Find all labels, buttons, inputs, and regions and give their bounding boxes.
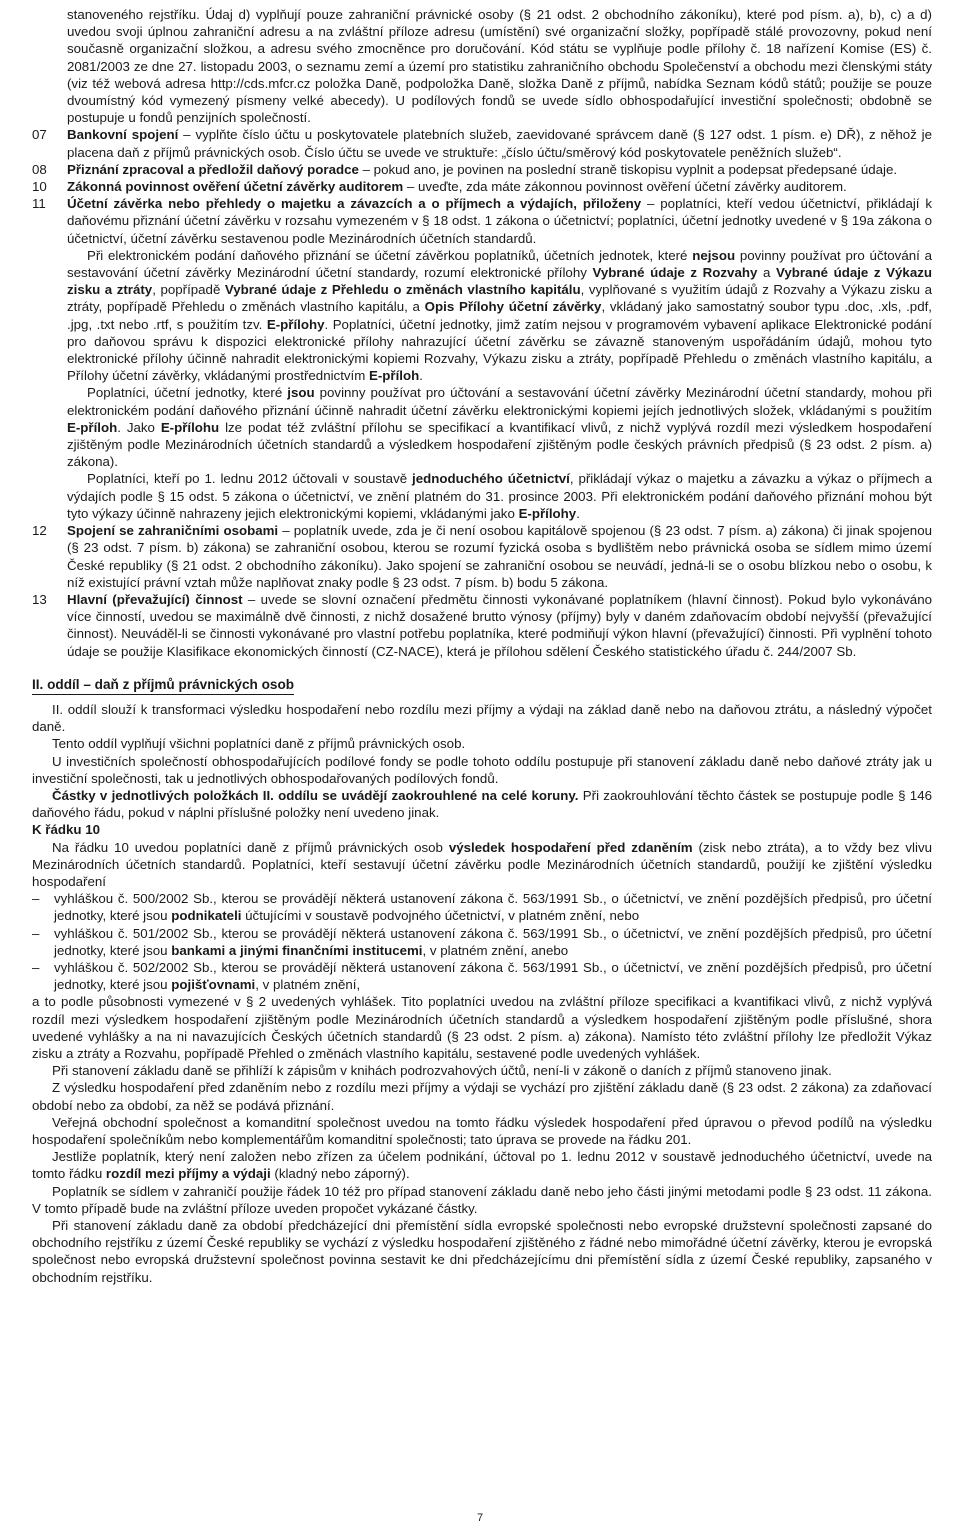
section-paragraph: Tento oddíl vyplňují všichni poplatníci daně z příjmů právnických osob.	[52, 736, 466, 752]
item-13	[32, 591, 932, 660]
item-08	[32, 161, 932, 178]
document-page	[32, 6, 932, 1286]
item-number: 13	[32, 591, 47, 607]
row10-paragraph: Při stanovení základu daně za období předcházející dni přemístění sídla evropské společnosti nebo evropské družstevní společnosti zapsané do obchodního rejstříku z území České republiky se vychází z výsledku hospodaření zjištěného z řádné nebo mimořádné účetní závěrky, kterou je evropská společnost nebo evropská družstevní společnost povinna sestavit ke dni předcházejícímu dni přemístění sídla z území České republiky, zapsaného v obchodním rejstříku.	[32, 1218, 932, 1285]
section-ii	[32, 668, 932, 1286]
item-number: 07	[32, 127, 47, 143]
section-paragraph: U investičních společností obhospodařujících podílové fondy se podle tohoto oddílu postupuje při stanovení základu daně nebo daňové ztráty jak u investiční společnosti, tak u jednotlivých obhospodařovaných podílových fondů.	[32, 753, 932, 786]
item-title: Účetní závěrka nebo přehledy o majetku a závazcích a o příjmech a výdajích, přiloženy	[67, 196, 642, 212]
row10-paragraph: Na řádku 10 uvedou poplatníci daně z příjmů právnických osob výsledek hospodaření před zdaněním (zisk nebo ztráta), a to vždy bez vlivu Mezinárodních účetních standardů. Poplatníci, kteří sestavují účetní závěrku podle Mezinárodních účetních standardů, použijí ke zjištění výsledku hospodaření	[32, 839, 932, 889]
item-10	[32, 178, 932, 195]
item-text: – pokud ano, je povinen na poslední straně tiskopisu vyplnit a podepsat předepsané údaje.	[358, 161, 898, 177]
item-title: Spojení se zahraničními osobami	[67, 523, 279, 539]
item-text: – poplatník uvede, zda je či není osobou kapitálově spojenou (§ 23 odst. 7 písm. a) zákona) či jinak spojenou (§ 23 odst. 7 písm. b) zákona) se zahraniční osobou, kterou se rozumí fyzická osoba s bydlištěm nebo právnická osoba se sídlem mimo území České republiky (§ 21 odst. 2 obchodního zákoníku). Jako spojení se zahraniční osobou se neuvádí, jedná-li se o osobu blízkou nebo o osobu, k níž existující právní vztah může naplňovat znaky podle § 23 odst. 7 písm. b) bodu 5 zákona.	[67, 523, 932, 590]
item-11	[32, 195, 932, 247]
item-number: 10	[32, 179, 47, 195]
list-item: – vyhláškou č. 500/2002 Sb., kterou se provádějí některá ustanovení zákona č. 563/1991 Sb., o účetnictví, ve znění pozdějších předpisů, pro účetní jednotky, které jsou podnikateli účtujícími v soustavě podvojného účetnictví, v platném znění, nebo	[32, 891, 932, 924]
row10-paragraph: Veřejná obchodní společnost a komanditní společnost uvedou na tomto řádku výsledek hospodaření před úpravou o převod podílů na výsledku hospodaření společníkům nebo komplementářům komanditní společnosti; tato úprava se provede na řádku 201.	[32, 1114, 932, 1147]
item-text: – poplatníci, kteří vedou účetnictví, přikládají k daňovému přiznání účetní závěrku v rozsahu vymezeném v § 18 odst. 1 zákona o účetnictví; poplatníci, účetní jednotky uvedené v § 19a zákona o účetnictví, účetní závěrku sestavenou podle Mezinárodních účetních standardů.	[67, 196, 932, 246]
intro-continuation: stanoveného rejstříku. Údaj d) vyplňují pouze zahraniční právnické osoby (§ 21 odst. 2 obchodního zákoníku), které pod písm. a), b), c) a d) uvedou svoji úplnou zahraniční adresu a na zvláštní příloze adresu (umístění) své organizační složky, popřípadě stálé provozovny, pokud není současně organizační složkou, a adresu svého zmocněnce pro doručování. Kód státu se vyplňuje podle přílohy č. 18 nařízení Komise (ES) č. 2081/2003 ze dne 27. listopadu 2003, o seznamu zemí a území pro statistiku zahraničního obchodu Společenství a obchodu mezi členskými státy (viz též webová adresa http://cds.mfcr.cz položka Daně, podpoložka Daně, složka Daně z příjmů, nabídka Seznam kódů států; použije se pouze dvoumístný kód vymezený písmeny velké abecedy). U podílových fondů se uvede sídlo obhospodařující investiční společnosti; obdobně se postupuje u fondů penzijních společností.	[67, 7, 932, 126]
item-number: 11	[32, 196, 46, 212]
section-heading: II. oddíl – daň z příjmů právnických osob	[32, 676, 294, 695]
item-number: 12	[32, 523, 47, 539]
row-heading: K řádku 10	[32, 822, 100, 838]
item-title: Hlavní (převažující) činnost	[67, 591, 243, 607]
item-text: – uvede se slovní označení předmětu činnosti vykonávané poplatníkem (hlavní činnost). Pokud bylo vykonáváno více činností, uvedou se maximálně dvě činnosti, z nichž dosažené brutto výnosy (příjmy) byly v daném zdaňovacím období nejvyšší (převažující činnost). Neuváděl-li se činnosti vykonávané pro vlastní potřebu poplatníka, které podmiňují výkon hlavní (převažující) činnosti. Při vyplnění tohoto údaje se použije Klasifikace ekonomických činností (CZ-NACE), která je přílohou sdělení Českého statistického úřadu č. 244/2007 Sb.	[67, 591, 932, 659]
numbered-items	[32, 126, 932, 659]
row10-paragraph: Jestliže poplatník, který není založen nebo zřízen za účelem podnikání, účtoval po 1. lednu 2012 v soustavě jednoduchého účetnictví, uvede na tomto řádku rozdíl mezi příjmy a výdaji (kladný nebo záporný).	[32, 1149, 932, 1182]
item-11-paragraph-2: Poplatníci, účetní jednotky, které jsou povinny používat pro účtování a sestavování účetní závěrky Mezinárodní účetní standardy, mohou při elektronickém podání daňového přiznání účinně nahradit účetní závěrku elektronickými kopiemi jejích jednotlivých složek, vkládanými s použitím E-příloh. Jako E-přílohu lze podat též zvláštní přílohu se specifikací a kvantifikací vlivů, z nichž vyplývá rozdíl mezi výsledkem hospodaření zjištěným podle Mezinárodních účetních standardů a výsledkem hospodaření zjištěným podle českých právních předpisů (§ 23 odst. 2 písm. a) zákona).	[67, 385, 932, 470]
item-07	[32, 126, 932, 160]
item-title: Bankovní spojení	[67, 127, 179, 143]
item-11-paragraph-1: Při elektronickém podání daňového přiznání se účetní závěrkou poplatníků, účetních jednotek, které nejsou povinny používat pro účtování a sestavování účetní závěrky Mezinárodní účetní standardy, rozumí elektronické přílohy Vybrané údaje z Rozvahy a Vybrané údaje z Výkazu zisku a ztráty, popřípadě Vybrané údaje z Přehledu o změnách vlastního kapitálu, vyplňované s využitím údajů z Rozvahy a Výkazu zisku a ztráty, popřípadě Přehledu o změnách vlastního kapitálu, a Opis Přílohy účetní závěrky, vkládaný jako samostatný soubor typu .doc, .xls, .pdf, .jpg, .txt nebo .rtf, s použitím tzv. E-přílohy. Poplatníci, účetní jednotky, jimž zatím nejsou v programovém vybavení aplikace Elektronické podání pro daňovou správu k dispozici elektronické přílohy nahrazující účetní závěrku se závazně stanoveným uspořádáním údajů, mohou tyto elektronické přílohy účinně nahradit elektronickými kopiemi Rozvahy, Výkazu zisku a ztráty, popřípadě Přehledu o změnách vlastního kapitálu, a Přílohy účetní závěrky, vkládanými prostřednictvím E-příloh.	[67, 247, 932, 384]
row10-paragraph: Z výsledku hospodaření před zdaněním nebo z rozdílu mezi příjmy a výdaji se vychází pro zjištění základu daně (§ 23 odst. 2 zákona) za zdaňovací období nebo za období, za něž se podává přiznání.	[32, 1080, 932, 1113]
item-text: – uveďte, zda máte zákonnou povinnost ověření účetní závěrky auditorem.	[403, 179, 847, 195]
row10-paragraph: Při stanovení základu daně se přihlíží k zápisům v knihách podrozvahových účtů, není-li v zákoně o daních z příjmů stanoveno jinak.	[52, 1063, 832, 1079]
item-title: Zákonná povinnost ověření účetní závěrky auditorem	[67, 179, 404, 195]
row10-paragraph: a to podle působnosti vymezené v § 2 uvedených vyhlášek. Tito poplatníci uvedou na zvláštní příloze specifikaci a kvantifikaci vlivů, z nichž vyplývá rozdíl mezi výsledkem hospodaření zjištěným podle Mezinárodních účetních standardů a výsledkem hospodaření zjištěným podle příslušné, shora uvedené vyhlášky a na ni navazujících Českých účetních standardů (§ 23 odst. 2 písm. a) zákona). Namísto této zvláštní přílohy lze předložit Výkaz zisku a ztráty a Rozvahu, popřípadě Přehled o změnách vlastního kapitálu, sestavené podle uvedených vyhlášek.	[32, 994, 932, 1061]
page-number: 7	[476, 1512, 484, 1524]
item-number: 08	[32, 161, 47, 177]
row10-paragraph: Poplatník se sídlem v zahraničí použije řádek 10 též pro případ stanovení základu daně nebo jeho části jinými metodami podle § 23 odst. 11 zákona. V tomto případě bude na zvláštní příloze uveden propočet vykázané částky.	[32, 1183, 932, 1216]
section-paragraph: II. oddíl slouží k transformaci výsledku hospodaření nebo rozdílu mezi příjmy a výdaji na základ daně nebo na daňovou ztrátu, a následný výpočet daně.	[32, 701, 932, 735]
item-text: – vyplňte číslo účtu u poskytovatele platebních služeb, zaevidované správcem daně (§ 127 odst. 1 písm. e) DŘ), z něhož je placena daň z příjmů právnických osob. Číslo účtu se uvede ve struktuře: „číslo účtu/směrový kód poskytovatele peněžních služeb“.	[67, 127, 932, 160]
item-title: Přiznání zpracoval a předložil daňový poradce	[67, 161, 359, 177]
item-12	[32, 522, 932, 591]
list-item: – vyhláškou č. 501/2002 Sb., kterou se provádějí některá ustanovení zákona č. 563/1991 Sb., o účetnictví, ve znění pozdějších předpisů, pro účetní jednotky, které jsou bankami a jinými finančními institucemi, v platném znění, anebo	[32, 925, 932, 958]
item-11-paragraph-3: Poplatníci, kteří po 1. lednu 2012 účtovali v soustavě jednoduchého účetnictví, přikládají výkaz o majetku a závazku a výkaz o příjmech a výdajích podle § 15 odst. 5 zákona o účetnictví, ve znění platném do 31. prosince 2003. Při elektronickém podání daňového přiznání mohou být tyto výkazy účinně nahrazeny jejich elektronickými kopiemi, vkládanými jako E-přílohy.	[67, 471, 932, 521]
list-item: – vyhláškou č. 502/2002 Sb., kterou se provádějí některá ustanovení zákona č. 563/1991 Sb., o účetnictví, ve znění pozdějších předpisů, pro účetní jednotky, které jsou pojišťovnami, v platném znění,	[32, 959, 932, 993]
section-paragraph: Částky v jednotlivých položkách II. oddílu se uvádějí zaokrouhlené na celé koruny. Při zaokrouhlování těchto částek se postupuje podle § 146 daňového řádu, pokud v náplni příslušné položky není uvedeno jinak.	[32, 787, 932, 821]
